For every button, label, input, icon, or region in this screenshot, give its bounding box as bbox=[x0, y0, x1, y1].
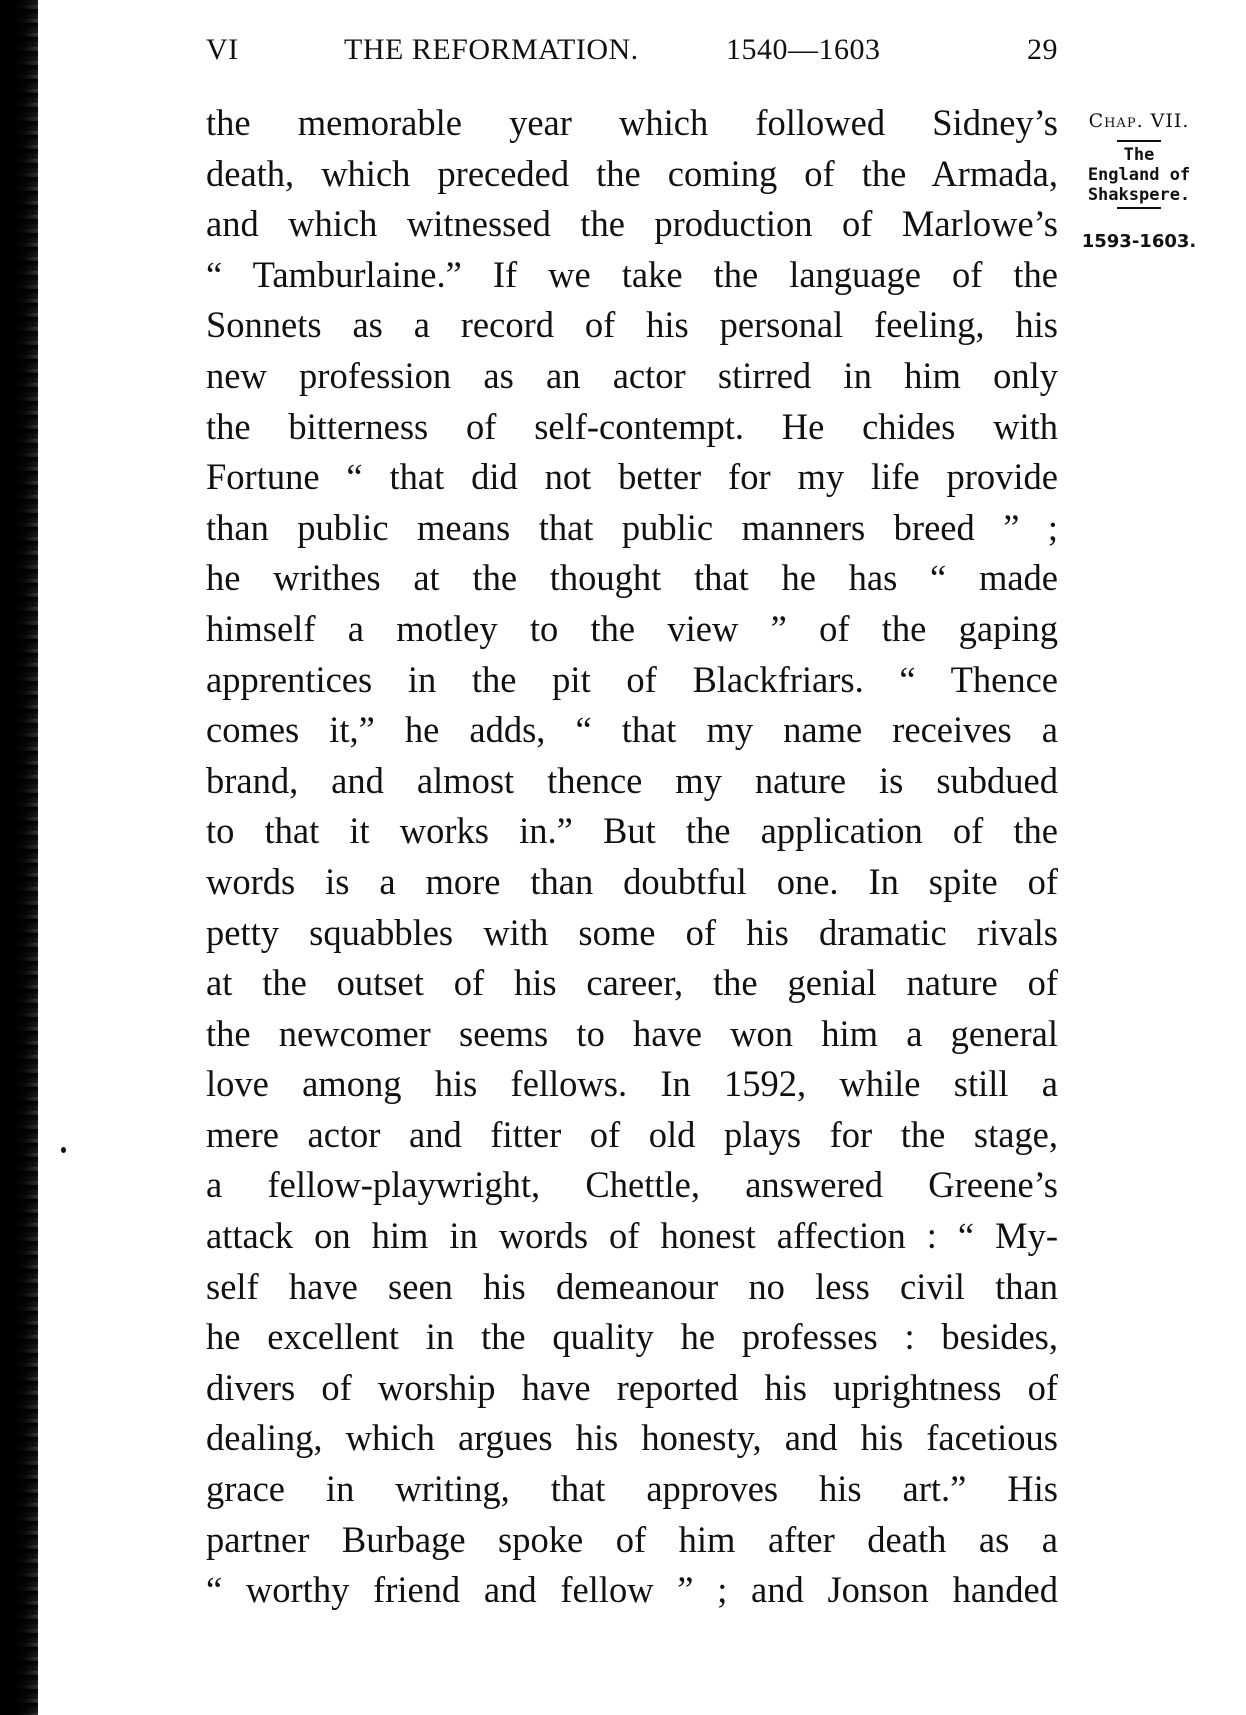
sidenote-section-line-1: The bbox=[1123, 145, 1155, 165]
page-number: 29 bbox=[1027, 33, 1058, 66]
running-dates: 1540—1603 bbox=[726, 33, 881, 66]
book-binding-edge bbox=[0, 0, 38, 1715]
text-line: at the outset of his career, the genial nature of bbox=[206, 962, 1058, 1004]
text-line: comes it,” he adds, “ that my name receives a bbox=[206, 709, 1058, 751]
text-line: petty squabbles with some of his dramatic rivals bbox=[206, 911, 1058, 953]
text-line: himself a motley to the view ” of the gaping bbox=[206, 607, 1058, 649]
sidenote-section-line-3: Shakspere. bbox=[1087, 185, 1191, 205]
text-line: “ Tamburlaine.” If we take the language of the bbox=[206, 253, 1058, 295]
text-line: and which witnessed the production of Marlowe’s bbox=[206, 203, 1058, 245]
text-line: to that it works in.” But the application of the bbox=[206, 810, 1058, 852]
sidenote-chapter: Chap. VII. bbox=[1088, 110, 1190, 132]
sidenote-section-line-2: England of bbox=[1087, 165, 1191, 185]
text-line: “ worthy friend and fellow ” ; and Jonson handed bbox=[206, 1569, 1058, 1611]
body-text bbox=[206, 98, 1058, 1616]
text-line: he excellent in the quality he professes : besides, bbox=[206, 1316, 1058, 1358]
ink-speck bbox=[61, 1147, 66, 1153]
text-line: love among his fellows. In 1592, while still a bbox=[206, 1063, 1058, 1105]
text-line: attack on him in words of honest affection : “ My- bbox=[206, 1215, 1058, 1257]
text-line: a fellow-playwright, Chettle, answered Greene’s bbox=[206, 1164, 1058, 1206]
text-line: dealing, which argues his honesty, and his facetious bbox=[206, 1417, 1058, 1459]
text-line: apprentices in the pit of Blackfriars. “ Thence bbox=[206, 658, 1058, 700]
text-line: self have seen his demeanour no less civil than bbox=[206, 1265, 1058, 1307]
text-line: Fortune “ that did not better for my life provide bbox=[206, 456, 1058, 498]
text-line: divers of worship have reported his uprightness of bbox=[206, 1366, 1058, 1408]
running-title: THE REFORMATION. bbox=[344, 33, 639, 66]
text-line: words is a more than doubtful one. In spite of bbox=[206, 860, 1058, 902]
text-line: the bitterness of self-contempt. He chides with bbox=[206, 405, 1058, 447]
text-line: Sonnets as a record of his personal feeling, his bbox=[206, 304, 1058, 346]
text-line: mere actor and fitter of old plays for the stage, bbox=[206, 1113, 1058, 1155]
text-line: than public means that public manners breed ” ; bbox=[206, 506, 1058, 548]
margin-sidenote bbox=[1074, 108, 1204, 253]
text-line: he writhes at the thought that he has “ made bbox=[206, 557, 1058, 599]
text-line: grace in writing, that approves his art.” His bbox=[206, 1468, 1058, 1510]
text-line: the newcomer seems to have won him a general bbox=[206, 1012, 1058, 1054]
text-line: the memorable year which followed Sidney’s bbox=[206, 102, 1058, 143]
volume-number: VI bbox=[206, 33, 239, 66]
text-line: brand, and almost thence my nature is subdued bbox=[206, 759, 1058, 801]
sidenote-rule-bottom bbox=[1117, 207, 1161, 209]
sidenote-rule-top bbox=[1117, 140, 1161, 142]
running-head bbox=[206, 30, 1058, 70]
text-line: new profession as an actor stirred in him only bbox=[206, 354, 1058, 396]
sidenote-years: 1593-1603. bbox=[1081, 231, 1197, 252]
text-line: partner Burbage spoke of him after death as a bbox=[206, 1518, 1058, 1560]
text-line: death, which preceded the coming of the Armada, bbox=[206, 152, 1058, 194]
